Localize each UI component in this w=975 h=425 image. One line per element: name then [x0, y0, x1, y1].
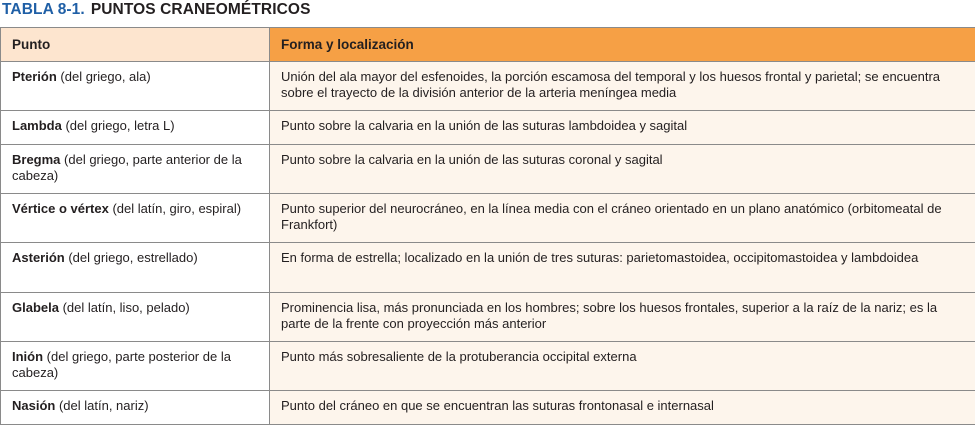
table-header-row	[1, 28, 975, 62]
point-cell	[1, 341, 270, 390]
table-row	[1, 62, 975, 111]
description-cell: Punto más sobresaliente de la protuberancia occipital externa	[270, 341, 975, 390]
point-etymology: (del griego, ala)	[56, 69, 151, 84]
description-cell: Punto superior del neurocráneo, en la línea media con el cráneo orientado en un plano anatómico (orbitomeatal de Frankfort)	[270, 194, 975, 243]
table-caption	[2, 1, 311, 21]
point-name: Bregma	[12, 152, 61, 168]
point-name: Vértice o vértex	[12, 201, 109, 217]
point-cell	[1, 243, 270, 292]
description-cell: Unión del ala mayor del esfenoides, la porción escamosa del temporal y los huesos frontal y parietal; se encuentra sobre el trayecto de la división anterior de la arteria meníngea media	[270, 62, 975, 111]
point-etymology: (del griego, letra L)	[61, 118, 175, 134]
point-name: Glabela	[12, 299, 59, 315]
point-cell	[1, 194, 270, 243]
point-etymology: (del griego, parte anterior de la cabeza)	[12, 152, 242, 184]
point-etymology: (del latín, nariz)	[55, 397, 149, 413]
table-row	[1, 390, 975, 424]
description-cell: Punto sobre la calvaria en la unión de las suturas coronal y sagital	[270, 145, 975, 194]
point-name: Inión	[12, 348, 44, 364]
table-row	[1, 145, 975, 194]
point-etymology: (del latín, liso, pelado)	[58, 299, 190, 315]
point-cell	[1, 390, 270, 424]
header-punto: Punto	[1, 28, 270, 62]
point-cell	[1, 145, 270, 194]
table-row	[1, 111, 975, 145]
table-row	[1, 292, 975, 341]
description-cell: Prominencia lisa, más pronunciada en los hombres; sobre los huesos frontales, superior a la raíz de la nariz; es la parte de la frente con proyección más anterior	[270, 292, 975, 341]
point-name: Asterión	[12, 250, 65, 266]
table-row	[1, 243, 975, 292]
description-cell: Punto del cráneo en que se encuentran las suturas frontonasal e internasal	[270, 390, 975, 424]
description-cell: Punto sobre la calvaria en la unión de las suturas lambdoidea y sagital	[270, 111, 975, 145]
table-number: TABLA 8-1.	[2, 1, 85, 18]
craniometric-points-table	[0, 27, 975, 425]
description-cell: En forma de estrella; localizado en la unión de tres suturas: parietomastoidea, occipitomastoidea y lambdoidea	[270, 243, 975, 292]
point-name: Pterión	[12, 69, 57, 84]
table-row	[1, 194, 975, 243]
point-etymology: (del latín, giro, espiral)	[108, 201, 242, 217]
point-etymology: (del griego, parte posterior de la cabeza)	[12, 348, 231, 380]
point-name: Nasión	[12, 397, 56, 413]
point-etymology: (del griego, estrellado)	[64, 250, 198, 266]
table-row	[1, 341, 975, 390]
point-cell	[1, 111, 270, 145]
point-name: Lambda	[12, 118, 62, 134]
header-forma-localizacion: Forma y localización	[270, 28, 975, 62]
table-title: PUNTOS CRANEOMÉTRICOS	[90, 1, 311, 18]
point-cell	[1, 62, 270, 111]
point-cell	[1, 292, 270, 341]
